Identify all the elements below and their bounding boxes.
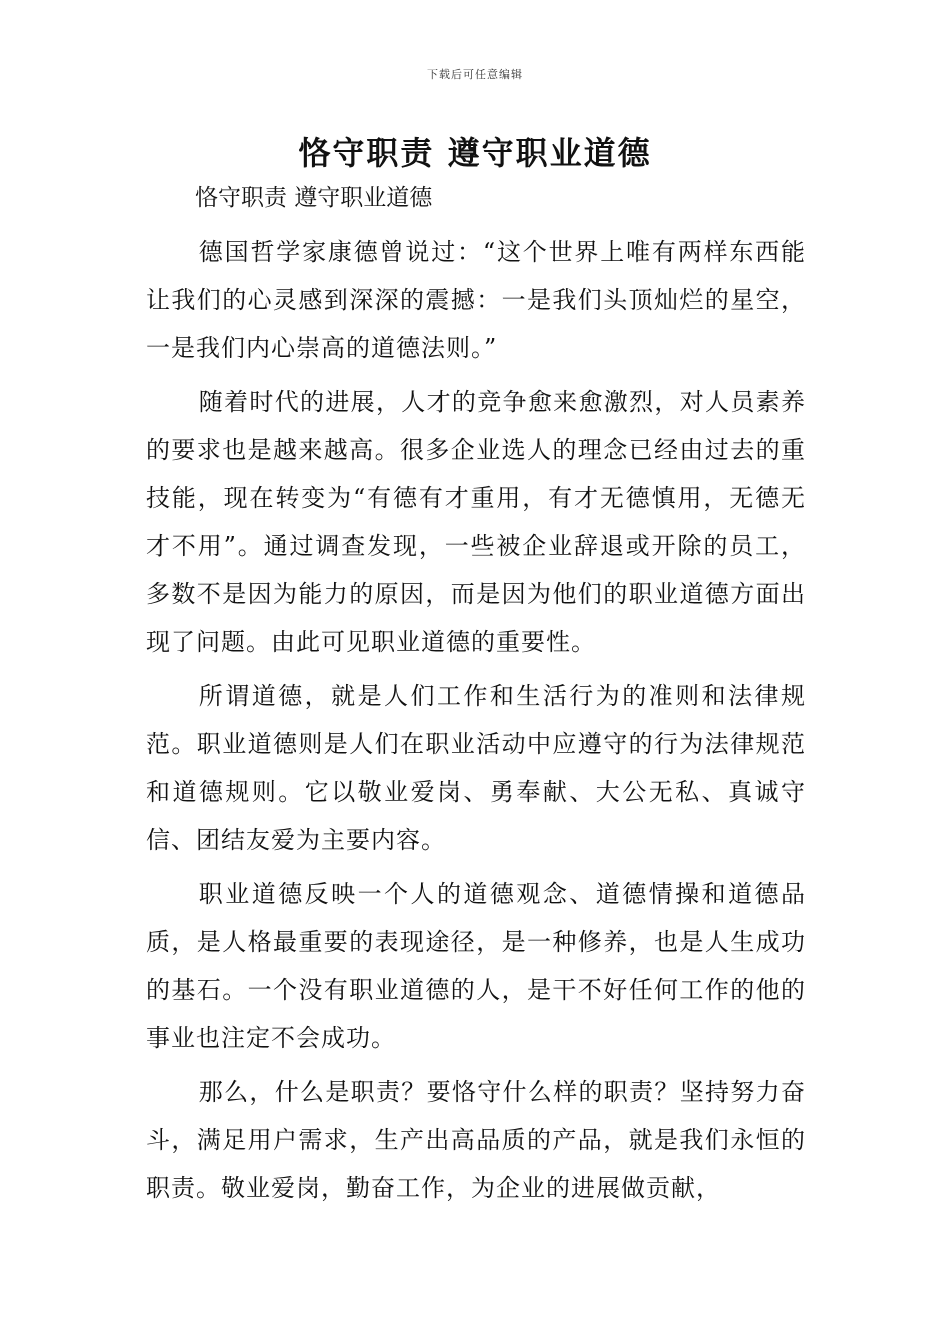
paragraph-2: 随着时代的进展，人才的竞争愈来愈激烈，对人员素养的要求也是越来越高。很多企业选人的理念已经由过去的重技能，现在转变为“有德有才重用，有才无德慎用，无德无才不用”。通过调查发现，一些被企业辞退或开除的员工，多数不是因为能力的原因，而是因为他们的职业道德方面出现了问题。由此可见职业道德的重要性。 <box>146 388 806 656</box>
paragraph-4: 职业道德反映一个人的道德观念、道德情操和道德品质，是人格最重要的表现途径，是一种修养，也是人生成功的基石。一个没有职业道德的人，是干不好任何工作的他的事业也注定不会成功。 <box>146 880 806 1052</box>
paragraph-5: 那么，什么是职责？要恪守什么样的职责？坚持努力奋斗，满足用户需求，生产出高品质的产品，就是我们永恒的职责。敬业爱岗，勤奋工作，为企业的进展做贡献， <box>146 1078 806 1202</box>
document-body <box>146 228 806 1218</box>
document-title: 恪守职责 遵守职业道德 <box>298 134 652 172</box>
header-note: 下载后可任意编辑 <box>427 68 523 81</box>
document-subtitle: 恪守职责 遵守职业道德 <box>195 185 433 211</box>
paragraph-3: 所谓道德，就是人们工作和生活行为的准则和法律规范。职业道德则是人们在职业活动中应遵守的行为法律规范和道德规则。它以敬业爱岗、勇奉献、大公无私、真诚守信、团结友爱为主要内容。 <box>146 682 806 854</box>
paragraph-1: 德国哲学家康德曾说过：“这个世界上唯有两样东西能让我们的心灵感到深深的震撼：一是我们头顶灿烂的星空，一是我们内心崇高的道德法则。” <box>146 238 806 362</box>
